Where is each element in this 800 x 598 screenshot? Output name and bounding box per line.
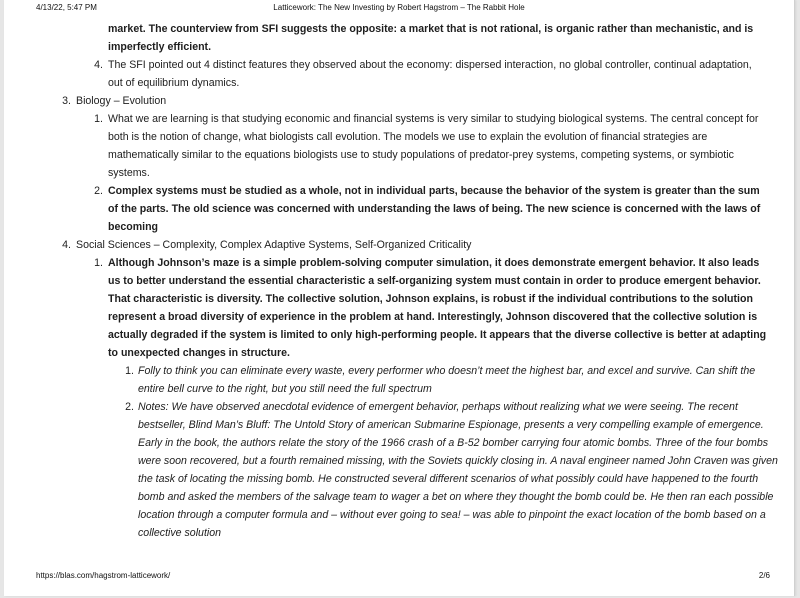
section-title: Social Sciences – Complexity, Complex Adaptive Systems, Self-Organized Criticality — [76, 239, 472, 251]
list-item-text: The SFI pointed out 4 distinct features they observed about the economy: dispersed interaction, no global controller, continual adaptation, out of equilibrium dynamics. — [108, 59, 752, 89]
list-number: 4. — [62, 239, 71, 251]
list-number: 1. — [94, 113, 103, 125]
list-item-text: Notes: We have observed anecdotal evidence of emergent behavior, perhaps without realizing what we were seeing. The recent bestseller, Blind Man’s Bluff: The Untold Story of american Submarine Espionage, presents a very compelling example of emergence. Early in the book, the authors relate the story of the 1966 crash of a B-52 bomber carrying four atomic bombs. Three of the four bombs were soon recovered, but a fourth remained missing, with the Soviets quickly closing in. A naval engineer named John Craven was given the task of locating the missing bomb. He constructed several different scenarios of what possibly could have happened to the fourth bomb and asked the members of the salvage team to wager a bet on where they thought the bomb could be. He then ran each possible location through a computer formula and – without ever going to sea! – was able to pinpoint the exact location of the bomb based on a collective solution — [138, 401, 778, 539]
sub-list-item-notes — [4, 398, 794, 542]
list-number: 1. — [125, 365, 134, 377]
document-page — [4, 0, 795, 596]
list-number: 1. — [94, 257, 103, 269]
list-item-text: What we are learning is that studying economic and financial systems is very similar to studying biological systems. The central concept for both is the notion of change, what biologists call evolution. The models we use to explain the evolution of financial strategies are mathematically similar to the equations biologists use to study populations of predator-prey systems, competing systems, or symbiotic systems. — [108, 113, 759, 179]
list-number: 3. — [62, 95, 71, 107]
section-heading-social-sciences — [4, 236, 794, 254]
list-item-sfi-features — [4, 56, 794, 92]
list-item-continuation — [4, 20, 794, 56]
list-item-biology-2 — [4, 182, 794, 236]
print-datetime: 4/13/22, 5:47 PM — [36, 3, 97, 12]
list-item-johnson-maze — [4, 254, 794, 362]
list-item-text: Complex systems must be studied as a whole, not in individual parts, because the behavior of the system is greater than the sum of the parts. The old science was concerned with understanding the laws of being. The new science is concerned with the laws of becoming — [108, 185, 761, 233]
sub-list-item-folly — [4, 362, 794, 398]
list-number: 2. — [94, 185, 103, 197]
list-number: 2. — [125, 401, 134, 413]
list-item-biology-1 — [4, 110, 794, 182]
article-content — [4, 20, 794, 542]
print-url: https://blas.com/hagstrom-latticework/ — [36, 571, 171, 580]
print-page-title: Latticework: The New Investing by Robert Hagstrom – The Rabbit Hole — [273, 3, 525, 12]
section-title: Biology – Evolution — [76, 95, 167, 107]
list-item-text: Although Johnson’s maze is a simple problem-solving computer simulation, it does demonstrate emergent behavior. It also leads us to better understand the essential characteristic a self-organizing system must contain in order to produce emergent behavior. That characteristic is diversity. The collective solution, Johnson explains, is robust if the individual contributions to the solution represent a broad diversity of experience in the problem at hand. Interestingly, Johnson discovered that the collective solution is actually degraded if the system is limited to only high-performing people. It appears that the diverse collective is better at adapting to unexpected changes in structure. — [108, 257, 767, 359]
section-heading-biology — [4, 92, 794, 110]
page-number: 2/6 — [758, 571, 770, 580]
list-number: 4. — [94, 59, 103, 71]
continuation-text: market. The counterview from SFI suggests the opposite: a market that is not rational, is organic rather than mechanistic, and is imperfectly efficient. — [108, 23, 754, 53]
list-item-text: Folly to think you can eliminate every waste, every performer who doesn’t meet the highest bar, and excel and survive. Can shift the entire bell curve to the right, but you still need the full spectrum — [138, 365, 756, 395]
